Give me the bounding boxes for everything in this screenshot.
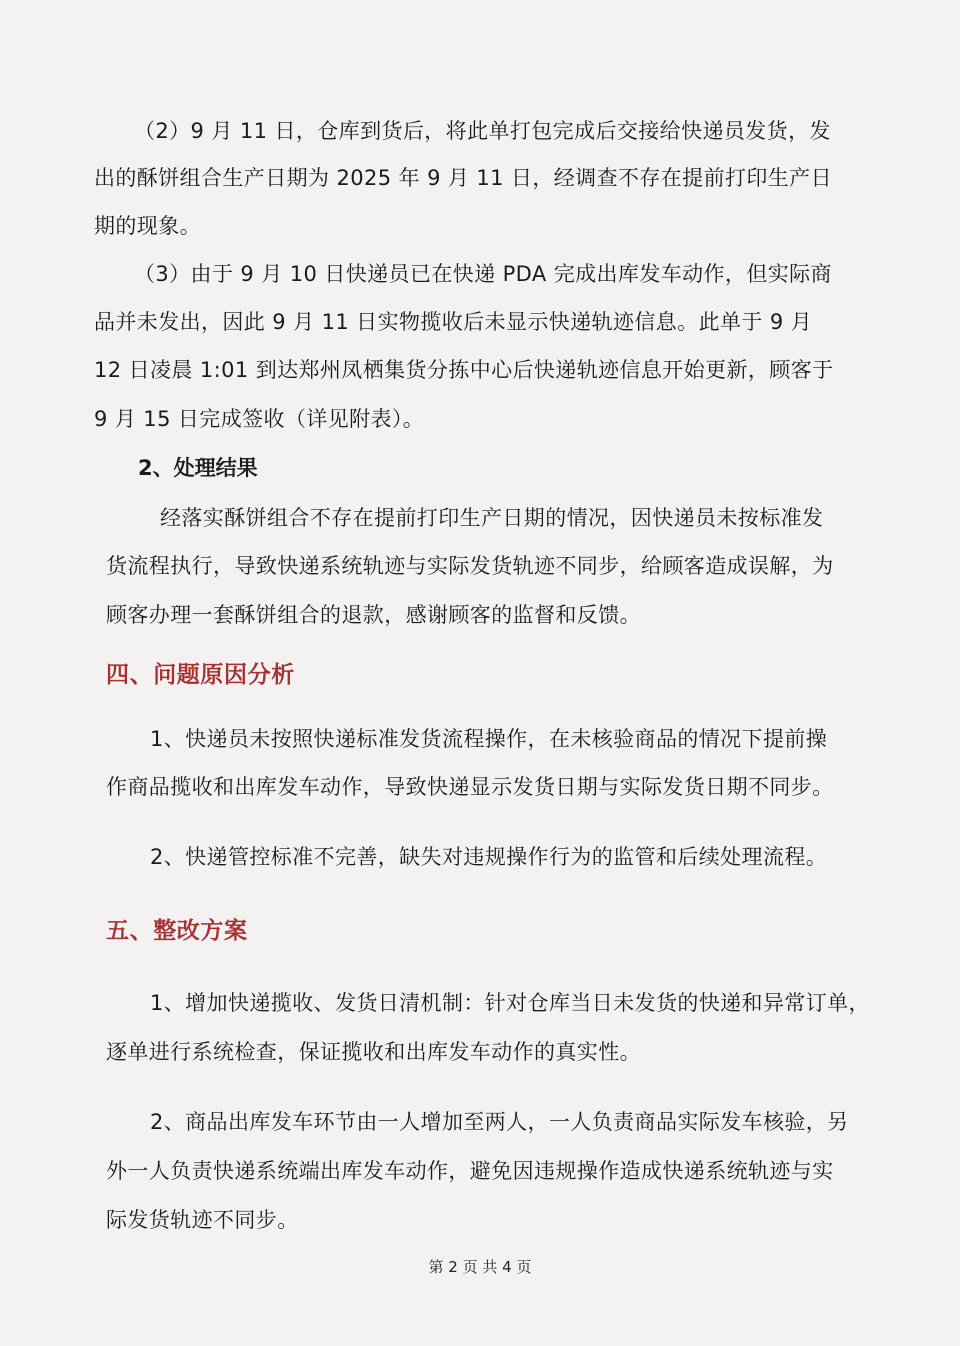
page-number-footer: 第 2 页 共 4 页: [428, 1258, 532, 1276]
section-5-item-1-line-1: 1、增加快递揽收、发货日清机制：针对仓库当日未发货的快递和异常订单，: [150, 991, 870, 1015]
paragraph-3-line-3: 12 日凌晨 1:01 到达郑州凤栖集货分拣中心后快递轨迹信息开始更新，顾客于: [94, 358, 834, 382]
result-subheading: 2、处理结果: [138, 456, 258, 480]
section-5-item-2-line-1: 2、商品出库发车环节由一人增加至两人，一人负责商品实际发车核验，另: [150, 1110, 849, 1134]
result-line-1: 经落实酥饼组合不存在提前打印生产日期的情况，因快递员未按标准发: [160, 506, 824, 530]
section-4-item-2-line-1: 2、快递管控标准不完善，缺失对违规操作行为的监管和后续处理流程。: [150, 845, 828, 869]
result-line-2: 货流程执行，导致快递系统轨迹与实际发货轨迹不同步，给顾客造成误解，为: [106, 554, 834, 578]
paragraph-2-line-3: 期的现象。: [94, 214, 201, 238]
paragraph-3-line-4: 9 月 15 日完成签收（详见附表）。: [94, 407, 425, 431]
paragraph-3-line-2: 品并未发出，因此 9 月 11 日实物揽收后未显示快递轨迹信息。此单于 9 月: [94, 310, 813, 334]
section-5-heading: 五、整改方案: [106, 918, 248, 944]
section-5-item-1-line-2: 逐单进行系统检查，保证揽收和出库发车动作的真实性。: [106, 1040, 641, 1064]
section-4-heading: 四、问题原因分析: [106, 662, 295, 688]
section-4-item-1-line-1: 1、快递员未按照快递标准发货流程操作，在未核验商品的情况下提前操: [150, 727, 828, 751]
paragraph-2-line-1: （2）9 月 11 日，仓库到货后，将此单打包完成后交接给快递员发货，发: [134, 119, 831, 143]
paragraph-2-line-2: 出的酥饼组合生产日期为 2025 年 9 月 11 日，经调查不存在提前打印生产日: [94, 166, 832, 190]
section-5-item-2-line-3: 际发货轨迹不同步。: [106, 1208, 299, 1232]
paragraph-3-line-1: （3）由于 9 月 10 日快递员已在快递 PDA 完成出库发车动作，但实际商: [134, 262, 832, 286]
section-4-item-1-line-2: 作商品揽收和出库发车动作，导致快递显示发货日期与实际发货日期不同步。: [106, 775, 834, 799]
result-line-3: 顾客办理一套酥饼组合的退款，感谢顾客的监督和反馈。: [106, 603, 641, 627]
section-5-item-2-line-2: 外一人负责快递系统端出库发车动作，避免因违规操作造成快递系统轨迹与实: [106, 1159, 834, 1183]
